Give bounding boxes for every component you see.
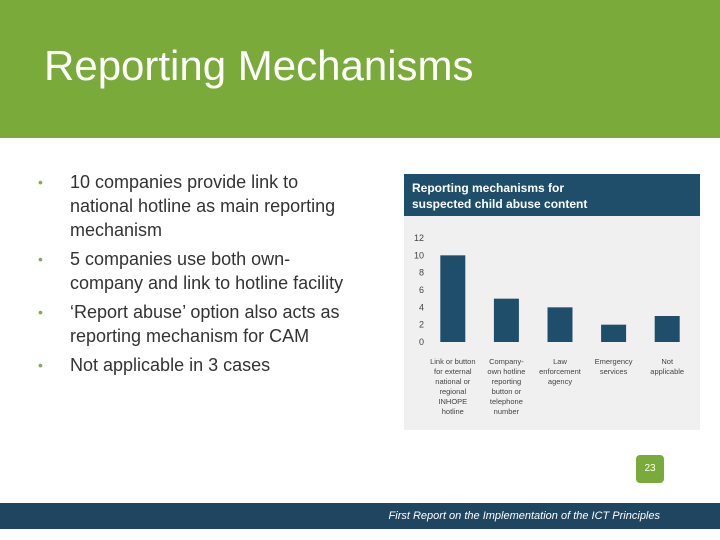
bullet-item [38, 247, 358, 295]
x-tick-label: Link or button [430, 357, 476, 366]
bar [548, 307, 573, 342]
y-tick-label: 0 [418, 337, 424, 347]
bar [655, 316, 680, 342]
x-tick-label: for external [434, 367, 472, 376]
bar-chart [404, 216, 700, 430]
chart-title-line-1: Reporting mechanisms for [412, 181, 565, 195]
x-tick-label: Company- [489, 357, 524, 366]
title-banner [0, 0, 720, 138]
y-tick-label: 12 [413, 233, 424, 243]
chart-title-banner [404, 174, 700, 216]
x-tick-label: agency [547, 377, 573, 386]
footer-bar [0, 503, 720, 529]
slide-title: Reporting Mechanisms [44, 42, 474, 89]
footer-text: First Report on the Implementation of the ICT Principles [388, 510, 660, 522]
bar [440, 255, 465, 342]
chart-title-line-2: suspected child abuse content [412, 197, 588, 211]
bar [601, 325, 626, 342]
x-tick-label: enforcement [539, 367, 581, 376]
x-tick-label: number [493, 407, 520, 416]
bullet-text: Not applicable in 3 cases [70, 355, 271, 375]
bullet-icon: • [38, 304, 43, 320]
y-tick-label: 8 [418, 267, 424, 278]
bar [494, 299, 519, 342]
x-tick-label: national or [435, 377, 471, 386]
y-tick-label: 10 [413, 250, 424, 261]
x-tick-label: reporting [491, 377, 522, 386]
x-tick-label: button or [491, 387, 522, 396]
x-tick-label: applicable [650, 367, 685, 376]
x-tick-label: services [599, 367, 628, 376]
bullet-icon: • [38, 251, 43, 267]
bullet-text: ‘Report abuse’ option also acts as reporting mechanism for CAM [70, 302, 340, 346]
bullet-icon: • [38, 174, 43, 190]
x-tick-label: INHOPE [438, 397, 468, 406]
bullet-text: 5 companies use both own-company and link to hotline facility [70, 249, 344, 293]
x-tick-label: hotline [441, 407, 464, 416]
bullet-text: 10 companies provide link to national hotline as main reporting mechanism [70, 172, 336, 240]
bullet-item [38, 353, 358, 377]
bullet-list [38, 170, 358, 382]
x-tick-label: Not [661, 357, 674, 366]
y-tick-label: 4 [418, 302, 424, 313]
bullet-icon: • [38, 357, 43, 373]
x-tick-label: regional [439, 387, 467, 396]
chart-panel [404, 174, 700, 430]
x-tick-label: Law [553, 357, 567, 366]
bullet-item [38, 300, 358, 348]
x-tick-label: Emergency [594, 357, 633, 366]
page-number: 23 [636, 455, 664, 483]
y-tick-label: 2 [418, 319, 424, 330]
x-tick-label: own hotline [487, 367, 526, 376]
bullet-item [38, 170, 358, 242]
x-tick-label: telephone [489, 397, 523, 406]
y-tick-label: 6 [418, 285, 424, 295]
